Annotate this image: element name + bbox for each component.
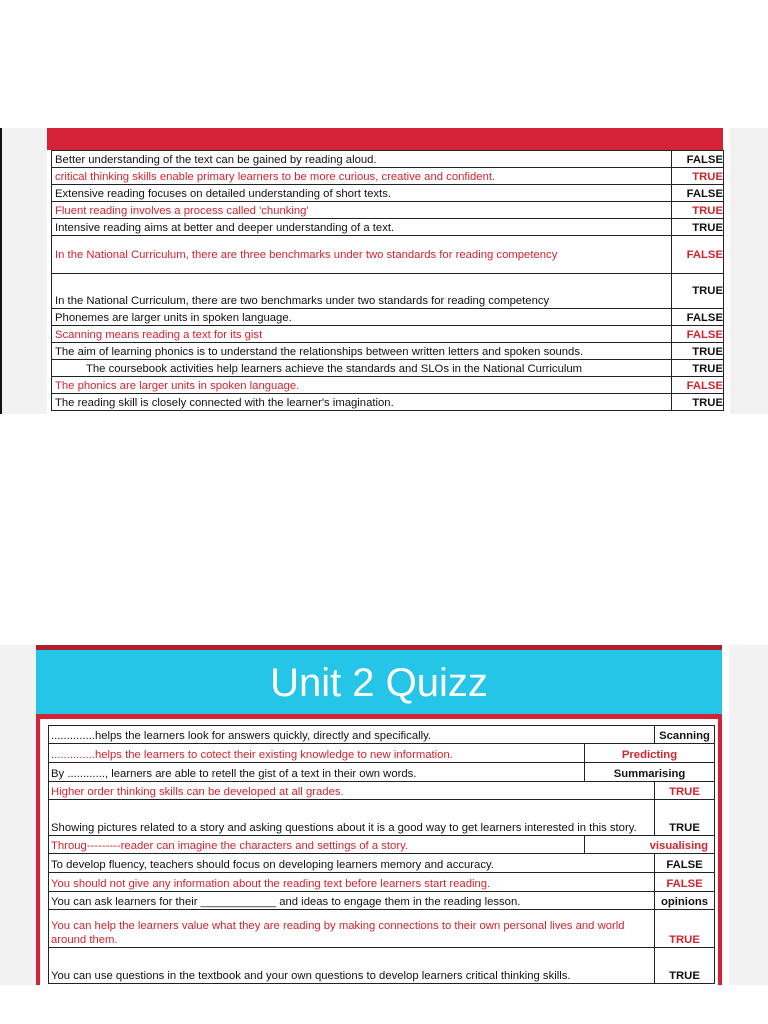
answer: FALSE <box>672 236 724 274</box>
table-row <box>49 763 715 782</box>
table-row <box>52 185 724 202</box>
statement: In the National Curriculum, there are three benchmarks under two standards for reading competency <box>52 236 672 274</box>
statement: The reading skill is closely connected with the learner's imagination. <box>52 394 672 411</box>
answer: TRUE <box>672 219 724 236</box>
statement: By ............, learners are able to retell the gist of a text in their own words. <box>49 763 585 782</box>
answer: FALSE <box>655 873 715 892</box>
statement: Phonemes are larger units in spoken language. <box>52 309 672 326</box>
table-row <box>49 854 715 873</box>
statement: Fluent reading involves a process called 'chunking' <box>52 202 672 219</box>
table-row <box>49 948 715 984</box>
quiz-title: Unit 2 Quizz <box>270 661 488 705</box>
statement: Extensive reading focuses on detailed understanding of short texts. <box>52 185 672 202</box>
answer: TRUE <box>655 948 715 984</box>
table-row <box>52 343 724 360</box>
table-row <box>52 168 724 185</box>
title-underline <box>36 714 722 719</box>
table-row <box>52 326 724 343</box>
statement: The coursebook activities help learners achieve the standards and SLOs in the National Curriculum <box>52 360 672 377</box>
answer: FALSE <box>672 151 724 168</box>
statement: Showing pictures related to a story and asking questions about it is a good way to get learners interested in this story. <box>49 800 655 836</box>
answer: FALSE <box>672 377 724 394</box>
answer: FALSE <box>672 309 724 326</box>
statement: In the National Curriculum, there are two benchmarks under two standards for reading competency <box>52 274 672 309</box>
answer: visualising <box>585 836 715 854</box>
statement: critical thinking skills enable primary learners to be more curious, creative and confident. <box>52 168 672 185</box>
answer: TRUE <box>672 343 724 360</box>
quiz-table-unit2 <box>48 725 715 984</box>
table-row <box>52 360 724 377</box>
table-row <box>52 394 724 411</box>
answer: TRUE <box>672 274 724 309</box>
table-row <box>52 219 724 236</box>
statement: You should not give any information about the reading text before learners start reading. <box>49 873 655 892</box>
answer: FALSE <box>672 326 724 343</box>
table-row <box>49 892 715 910</box>
statement: ..............helps the learners look for answers quickly, directly and specifically. <box>49 726 655 744</box>
table-row <box>52 236 724 274</box>
table-row <box>52 309 724 326</box>
answer: Predicting <box>585 744 715 763</box>
table-row <box>49 782 715 800</box>
quiz-panel-unit1 <box>0 128 768 414</box>
statement: Better understanding of the text can be gained by reading aloud. <box>52 151 672 168</box>
answer: opinions <box>655 892 715 910</box>
statement: Scanning means reading a text for its gist <box>52 326 672 343</box>
table-row <box>49 910 715 948</box>
statement: To develop fluency, teachers should focus on developing learners memory and accuracy. <box>49 854 655 873</box>
table-row <box>49 744 715 763</box>
answer: Summarising <box>585 763 715 782</box>
table-row <box>49 836 715 854</box>
answer: TRUE <box>672 202 724 219</box>
statement: The phonics are larger units in spoken language. <box>52 377 672 394</box>
statement: Throug---------reader can imagine the characters and settings of a story. <box>49 836 585 854</box>
answer: FALSE <box>672 185 724 202</box>
answer: TRUE <box>655 910 715 948</box>
table-row <box>52 274 724 309</box>
answer: TRUE <box>672 394 724 411</box>
table-row <box>52 202 724 219</box>
panel-edge <box>0 128 2 414</box>
answer: TRUE <box>655 800 715 836</box>
statement: You can ask learners for their ____________ and ideas to engage them in the reading lesson. <box>49 892 655 910</box>
frame-right <box>718 719 722 985</box>
answer: TRUE <box>655 782 715 800</box>
statement: Higher order thinking skills can be developed at all grades. <box>49 782 655 800</box>
answer: TRUE <box>672 168 724 185</box>
answer: Scanning <box>655 726 715 744</box>
frame-left <box>36 719 40 985</box>
statement: The aim of learning phonics is to understand the relationships between written letters and spoken sounds. <box>52 343 672 360</box>
statement: ..............helps the learners to cotect their existing knowledge to new information. <box>49 744 585 763</box>
statement: You can help the learners value what they are reading by making connections to their own personal lives and world around them. <box>49 910 655 948</box>
quiz-table-unit1 <box>51 150 724 411</box>
header-bar <box>47 128 723 150</box>
table-row <box>49 800 715 836</box>
statement: Intensive reading aims at better and deeper understanding of a text. <box>52 219 672 236</box>
statement: You can use questions in the textbook and your own questions to develop learners critical thinking skills. <box>49 948 655 984</box>
answer: TRUE <box>672 360 724 377</box>
answer: FALSE <box>655 854 715 873</box>
quiz-panel-unit2 <box>0 645 768 985</box>
table-row <box>52 151 724 168</box>
table-row <box>52 377 724 394</box>
table-row <box>49 873 715 892</box>
table-row <box>49 726 715 744</box>
